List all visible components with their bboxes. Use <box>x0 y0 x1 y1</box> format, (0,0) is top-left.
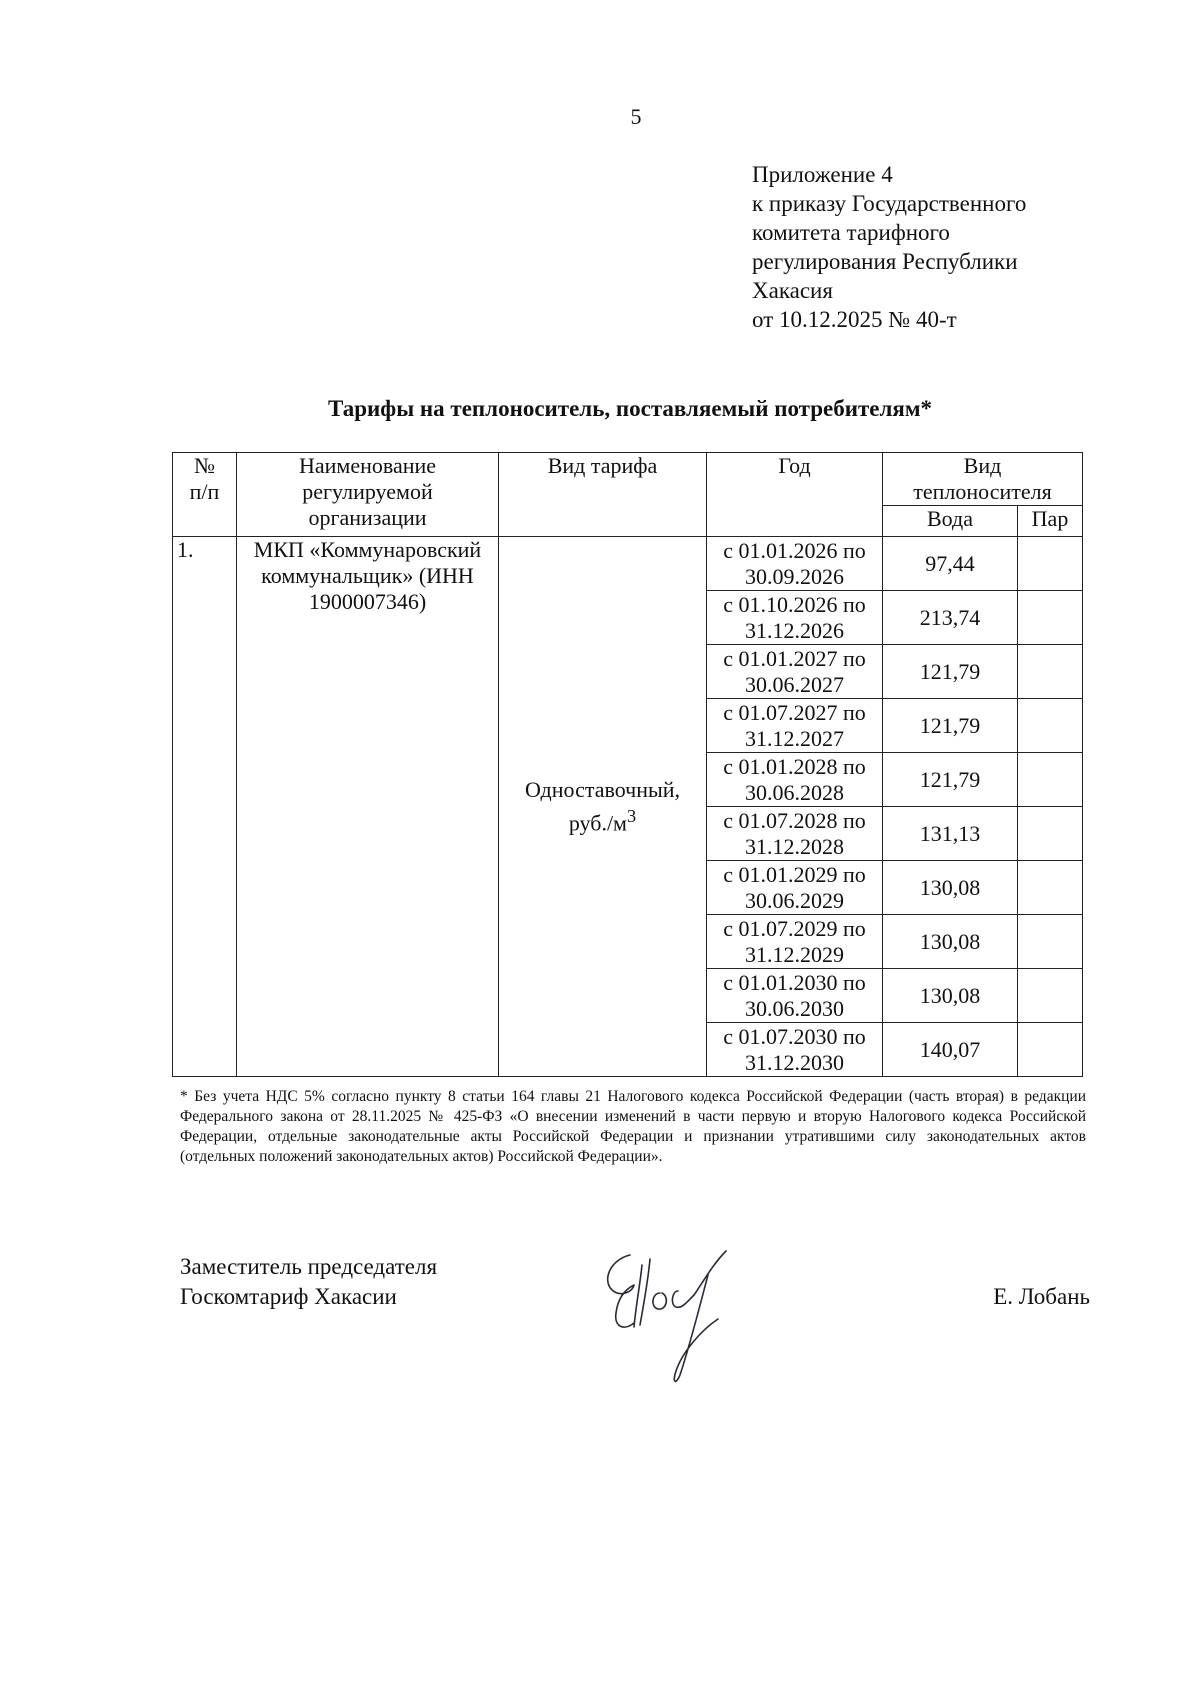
steam-value <box>1018 861 1083 915</box>
water-value: 121,79 <box>883 753 1018 807</box>
footnote: * Без учета НДС 5% согласно пункту 8 статьи 164 главы 21 Налогового кодекса Российской Федерации (часть вторая) в редакции Федерального закона от 28.11.2025 № 425-ФЗ «О внесении изменений в части первую и вторую Налогового кодекса Российской Федерации, отдельные законодательные акты Российской Федерации и признании утратившими силу законодательных актов (отдельных положений законодательных актов) Российской Федерации». <box>180 1088 1086 1165</box>
steam-value <box>1018 915 1083 969</box>
period-cell: с 01.01.2029 по 30.06.2029 <box>707 861 883 915</box>
period-cell: с 01.10.2026 по 31.12.2026 <box>707 591 883 645</box>
signatory-role-line: Заместитель председателя <box>180 1254 438 1279</box>
header-num: № п/п <box>173 453 237 537</box>
steam-value <box>1018 969 1083 1023</box>
period-cell: с 01.07.2027 по 31.12.2027 <box>707 699 883 753</box>
appendix-line: регулирования Республики <box>752 249 1018 274</box>
water-value: 213,74 <box>883 591 1018 645</box>
header-water: Вода <box>883 506 1018 537</box>
steam-value <box>1018 645 1083 699</box>
signatory-name: Е. Лобань <box>993 1284 1090 1309</box>
appendix-line: от 10.12.2025 № 40-т <box>752 307 957 332</box>
water-value: 97,44 <box>883 537 1018 591</box>
appendix-line: к приказу Государственного <box>752 191 1027 216</box>
period-cell: с 01.01.2030 по 30.06.2030 <box>707 969 883 1023</box>
tariff-table <box>172 452 1083 1077</box>
steam-value <box>1018 591 1083 645</box>
signatory-role <box>180 1252 580 1312</box>
steam-value <box>1018 699 1083 753</box>
water-value: 130,08 <box>883 915 1018 969</box>
page-number: 5 <box>630 104 642 129</box>
document-title: Тарифы на теплоноситель, поставляемый потребителям* <box>327 396 933 421</box>
water-value: 121,79 <box>883 645 1018 699</box>
steam-value <box>1018 807 1083 861</box>
header-organization: Наименование регулируемой организации <box>237 453 499 537</box>
organization-cell: МКП «Коммунаровский коммунальщик» (ИНН 1900007346) <box>237 537 499 1077</box>
appendix-block <box>752 160 1112 334</box>
period-cell: с 01.07.2030 по 31.12.2030 <box>707 1023 883 1077</box>
water-value: 130,08 <box>883 969 1018 1023</box>
handwritten-signature <box>590 1235 770 1395</box>
tariff-type-cell: Одноставочный, $руб./м^3$ <box>499 537 707 1077</box>
header-year: Год <box>707 453 883 537</box>
appendix-line: комитета тарифного <box>752 220 950 245</box>
period-cell: с 01.01.2028 по 30.06.2028 <box>707 753 883 807</box>
steam-value <box>1018 753 1083 807</box>
signatory-role-line: Госкомтариф Хакасии <box>180 1284 397 1309</box>
period-cell: с 01.01.2026 по 30.09.2026 <box>707 537 883 591</box>
steam-value <box>1018 537 1083 591</box>
row-number: 1. <box>173 537 237 1077</box>
appendix-line: Хакасия <box>752 278 833 303</box>
water-value: 140,07 <box>883 1023 1018 1077</box>
table-row <box>173 537 1083 591</box>
steam-value <box>1018 1023 1083 1077</box>
header-carrier-type: Вид теплоносителя <box>883 453 1083 506</box>
period-cell: с 01.07.2029 по 31.12.2029 <box>707 915 883 969</box>
water-value: 130,08 <box>883 861 1018 915</box>
header-tariff-type: Вид тарифа <box>499 453 707 537</box>
period-cell: с 01.07.2028 по 31.12.2028 <box>707 807 883 861</box>
water-value: 121,79 <box>883 699 1018 753</box>
appendix-line: Приложение 4 <box>752 162 893 187</box>
period-cell: с 01.01.2027 по 30.06.2027 <box>707 645 883 699</box>
water-value: 131,13 <box>883 807 1018 861</box>
header-steam: Пар <box>1018 506 1083 537</box>
